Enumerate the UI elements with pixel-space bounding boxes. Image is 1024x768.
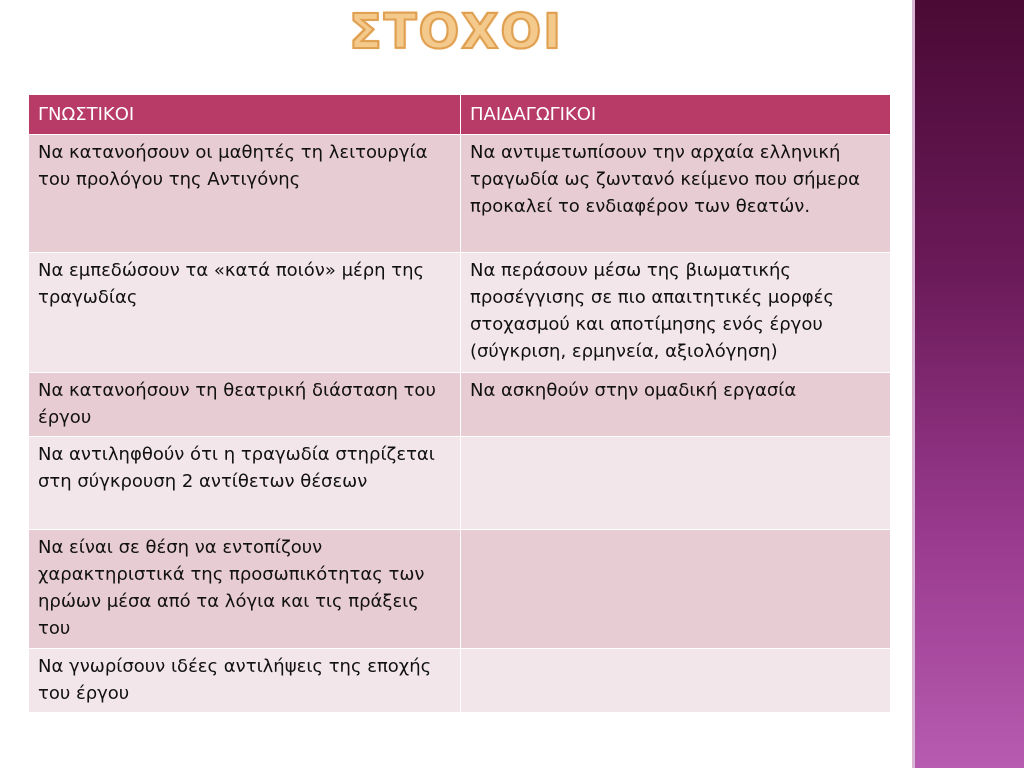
cell-pedagogical-goal [461, 530, 891, 649]
cell-pedagogical-goal [461, 649, 891, 713]
cell-pedagogical-goal: Να ασκηθούν στην ομαδική εργασία [461, 373, 891, 437]
decorative-side-band [912, 0, 1024, 768]
cell-cognitive-goal: Να είναι σε θέση να εντοπίζουν χαρακτηριστικά της προσωπικότητας των ηρώων μέσα από τα λόγια και τις πράξεις του [29, 530, 461, 649]
cell-pedagogical-goal: Να περάσουν μέσω της βιωματικής προσέγγισης σε πιο απαιτητικές μορφές στοχασμού και αποτίμησης ενός έργου (σύγκριση, ερμηνεία, αξιολόγηση) [461, 253, 891, 373]
table-row [29, 373, 891, 437]
table-row [29, 530, 891, 649]
goals-table [28, 94, 891, 713]
cell-pedagogical-goal [461, 437, 891, 530]
cell-cognitive-goal: Να γνωρίσουν ιδέες αντιλήψεις της εποχής του έργου [29, 649, 461, 713]
table-row [29, 135, 891, 253]
table-header-row [29, 95, 891, 135]
slide-title: ΣΤΟΧΟΙ [0, 2, 912, 62]
cell-cognitive-goal: Να κατανοήσουν οι μαθητές τη λειτουργία του προλόγου της Αντιγόνης [29, 135, 461, 253]
table-row [29, 437, 891, 530]
cell-cognitive-goal: Να εμπεδώσουν τα «κατά ποιόν» μέρη της τραγωδίας [29, 253, 461, 373]
cell-cognitive-goal: Να κατανοήσουν τη θεατρική διάσταση του έργου [29, 373, 461, 437]
table-row [29, 253, 891, 373]
column-header-cognitive: ΓΝΩΣΤΙΚΟΙ [29, 95, 461, 135]
cell-cognitive-goal: Να αντιληφθούν ότι η τραγωδία στηρίζεται στη σύγκρουση 2 αντίθετων θέσεων [29, 437, 461, 530]
column-header-pedagogical: ΠΑΙΔΑΓΩΓΙΚΟΙ [461, 95, 891, 135]
table-row [29, 649, 891, 713]
cell-pedagogical-goal: Να αντιμετωπίσουν την αρχαία ελληνική τραγωδία ως ζωντανό κείμενο που σήμερα προκαλεί το ενδιαφέρον των θεατών. [461, 135, 891, 253]
